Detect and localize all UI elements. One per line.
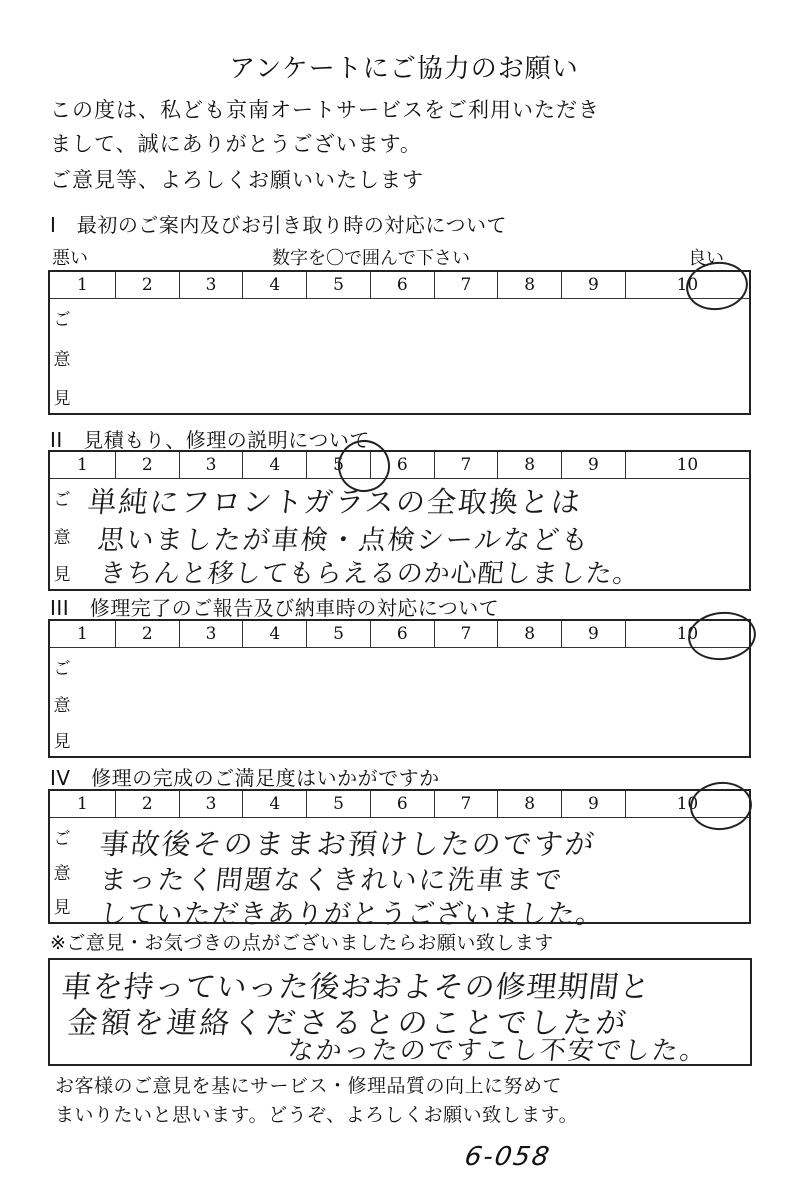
scale-bad-label: 悪い — [52, 248, 88, 269]
rating-2[interactable]: 2 — [115, 790, 179, 818]
rating-9[interactable]: 9 — [562, 790, 626, 818]
rating-4[interactable]: 4 — [243, 271, 307, 299]
scale-instruction: 数字を〇で囲んで下さい — [272, 248, 470, 269]
comment-area-3[interactable] — [49, 648, 750, 758]
rating-8[interactable]: 8 — [498, 451, 562, 479]
rating-3[interactable]: 3 — [179, 790, 243, 818]
handwritten-comment-4-line-3: していただきありがとうございました。 — [98, 899, 606, 930]
rating-7[interactable]: 7 — [434, 271, 498, 299]
handwritten-comment-2-line-3: きちんと移してもらえるのか心配しました。 — [98, 559, 642, 589]
rating-2[interactable]: 2 — [115, 451, 179, 479]
rating-8[interactable]: 8 — [498, 620, 562, 648]
rating-5[interactable]: 5 — [307, 620, 371, 648]
rating-7[interactable]: 7 — [434, 790, 498, 818]
footer-line-2: まいりたいと思います。どうぞ、よろしくお願い致します。 — [55, 1104, 579, 1126]
rating-5[interactable]: 5 — [307, 271, 371, 299]
rating-3[interactable]: 3 — [179, 271, 243, 299]
opinion-label: ご 意 見 — [53, 490, 71, 585]
opinion-label: ご 意 見 — [53, 829, 71, 918]
section-1-heading: I 最初のご案内及びお引き取り時の対応について — [50, 213, 507, 237]
rating-6[interactable]: 6 — [370, 790, 434, 818]
rating-10[interactable]: 10 — [625, 271, 750, 299]
scale-good-label: 良い — [688, 248, 724, 269]
opinion-label: ご 意 見 — [53, 659, 71, 752]
rating-1[interactable]: 1 — [49, 451, 115, 479]
rating-4[interactable]: 4 — [243, 620, 307, 648]
rating-7[interactable]: 7 — [434, 451, 498, 479]
handwritten-comment-2-line-2: 思いましたが車検・点検シールなども — [96, 525, 592, 556]
rating-table-3 — [48, 619, 751, 758]
intro-line-2: まして、誠にありがとうございます。 — [50, 132, 422, 156]
comment-area-1[interactable] — [49, 299, 750, 415]
rating-6[interactable]: 6 — [370, 451, 434, 479]
rating-row — [49, 620, 750, 648]
rating-9[interactable]: 9 — [562, 451, 626, 479]
section-4-heading: IV 修理の完成のご満足度はいかがですか — [50, 766, 440, 790]
handwritten-comment-4-line-1: 事故後そのままお預けしたのですが — [98, 827, 598, 861]
document-code: 6-058 — [462, 1142, 554, 1172]
handwritten-comment-4-line-2: まったく問題なくきれいに洗車まで — [98, 865, 566, 896]
rating-row — [49, 451, 750, 479]
rating-2[interactable]: 2 — [115, 620, 179, 648]
rating-row — [49, 790, 750, 818]
rating-6[interactable]: 6 — [370, 620, 434, 648]
rating-1[interactable]: 1 — [49, 620, 115, 648]
rating-4[interactable]: 4 — [243, 451, 307, 479]
rating-9[interactable]: 9 — [562, 620, 626, 648]
handwritten-comment-2-line-1: 単純にフロントガラスの全取換とは — [86, 485, 584, 519]
rating-10[interactable]: 10 — [625, 790, 750, 818]
rating-5[interactable]: 5 — [307, 790, 371, 818]
rating-10[interactable]: 10 — [625, 620, 750, 648]
rating-8[interactable]: 8 — [498, 271, 562, 299]
rating-row — [49, 271, 750, 299]
rating-1[interactable]: 1 — [49, 271, 115, 299]
notes-heading: ※ご意見・お気づきの点がございましたらお願い致します — [50, 932, 554, 954]
handwritten-note-line-2: 金額を連絡くださるとのことでしたが — [65, 1006, 631, 1041]
rating-1[interactable]: 1 — [49, 790, 115, 818]
rating-6[interactable]: 6 — [370, 271, 434, 299]
rating-4[interactable]: 4 — [243, 790, 307, 818]
rating-2[interactable]: 2 — [115, 271, 179, 299]
handwritten-note-line-1: 車を持っていった後おおよその修理期間と — [59, 970, 653, 1005]
rating-3[interactable]: 3 — [179, 620, 243, 648]
rating-table-1 — [48, 270, 751, 415]
section-3-heading: III 修理完了のご報告及び納車時の対応について — [50, 596, 500, 620]
handwritten-note-line-3: なかったのですこし不安でした。 — [286, 1036, 710, 1066]
rating-7[interactable]: 7 — [434, 620, 498, 648]
rating-9[interactable]: 9 — [562, 271, 626, 299]
rating-3[interactable]: 3 — [179, 451, 243, 479]
page-title: アンケートにご協力のお願い — [229, 54, 579, 84]
rating-10[interactable]: 10 — [625, 451, 750, 479]
section-2-heading: II 見積もり、修理の説明について — [50, 428, 370, 452]
footer-line-1: お客様のご意見を基にサービス・修理品質の向上に努めて — [55, 1075, 563, 1097]
intro-line-1: この度は、私ども京南オートサービスをご利用いただき — [50, 98, 600, 122]
opinion-label: ご 意 見 — [53, 310, 71, 409]
rating-8[interactable]: 8 — [498, 790, 562, 818]
intro-line-3: ご意見等、よろしくお願いいたします — [50, 168, 424, 192]
rating-5[interactable]: 5 — [307, 451, 371, 479]
